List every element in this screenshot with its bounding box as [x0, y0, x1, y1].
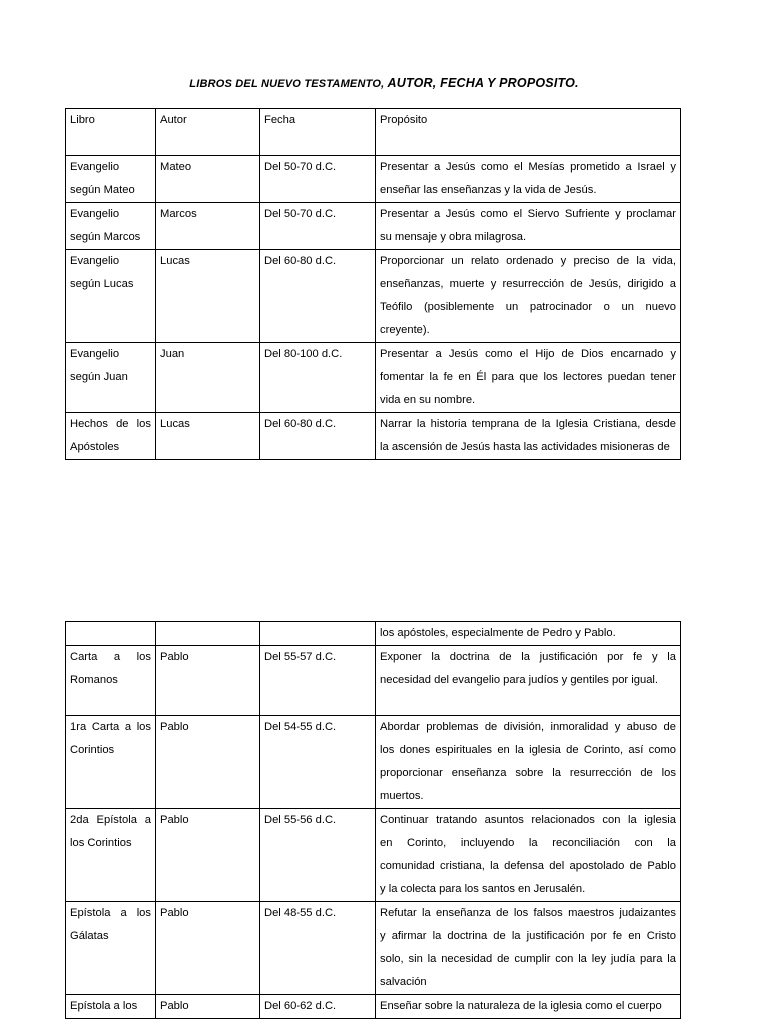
libro-line: los Corintios	[70, 837, 132, 849]
header-autor: Autor	[156, 109, 260, 156]
cell-fecha: Del 54-55 d.C.	[260, 716, 376, 809]
cell-proposito	[376, 622, 681, 646]
table-row	[66, 250, 681, 343]
proposito-line: enseñanzas, muerte y resurrección de Jesús, dirigido a	[380, 278, 676, 290]
proposito-line: fomentar la fe en Él para que los lectores puedan tener	[380, 371, 676, 383]
cell-fecha: Del 60-80 d.C.	[260, 250, 376, 343]
cell-proposito	[376, 809, 681, 902]
proposito-line: Teófilo (posiblemente un patrocinador o un nuevo	[380, 301, 676, 313]
proposito-line: vida en su nombre.	[380, 394, 476, 406]
cell-fecha: Del 60-80 d.C.	[260, 413, 376, 460]
cell-proposito	[376, 250, 681, 343]
proposito-line: muertos.	[380, 790, 424, 802]
table-row	[66, 995, 681, 1019]
cell-libro	[66, 716, 156, 809]
cell-autor: Pablo	[156, 716, 260, 809]
table-header-row	[66, 109, 681, 156]
cell-autor: Marcos	[156, 203, 260, 250]
libro-line: según Marcos	[70, 231, 141, 243]
proposito-line: Presentar a Jesús como el Hijo de Dios encarnado y	[380, 348, 676, 360]
libro-line: según Lucas	[70, 278, 134, 290]
cell-autor: Pablo	[156, 902, 260, 995]
cell-libro	[66, 343, 156, 413]
proposito-line: y afirmar la doctrina de la justificación por fe en Cristo	[380, 930, 676, 942]
header-proposito: Propósito	[376, 109, 681, 156]
cell-autor	[156, 622, 260, 646]
table-row	[66, 809, 681, 902]
cell-proposito	[376, 203, 681, 250]
proposito-line: los apóstoles, especialmente de Pedro y Pablo.	[380, 627, 616, 639]
proposito-line: Enseñar sobre la naturaleza de la iglesia como el cuerpo	[380, 1000, 662, 1012]
proposito-line: en Corinto, incluyendo la reconciliación con la	[380, 837, 676, 849]
cell-proposito	[376, 716, 681, 809]
cell-libro	[66, 902, 156, 995]
table-row	[66, 343, 681, 413]
libro-line: Gálatas	[70, 930, 109, 942]
cell-libro	[66, 646, 156, 716]
proposito-line: Presentar a Jesús como el Mesías prometido a Israel y	[380, 161, 676, 173]
libro-line: 1ra Carta a los	[70, 721, 151, 733]
libro-line: Evangelio	[70, 161, 120, 173]
books-table-page-1	[65, 108, 681, 460]
cell-libro	[66, 809, 156, 902]
cell-libro	[66, 203, 156, 250]
proposito-line: enseñar las enseñanzas y la vida de Jesús.	[380, 184, 597, 196]
proposito-line: Narrar la historia temprana de la Iglesia Cristiana, desde	[380, 418, 676, 430]
cell-fecha: Del 60-62 d.C.	[260, 995, 376, 1019]
cell-fecha	[260, 622, 376, 646]
proposito-line: necesidad del evangelio para judíos y gentiles por igual.	[380, 674, 659, 686]
proposito-line: su mensaje y obra milagrosa.	[380, 231, 527, 243]
libro-line: Apóstoles	[70, 441, 120, 453]
proposito-line: proporcionar enseñanza sobre la resurrección de los	[380, 767, 676, 779]
cell-libro	[66, 622, 156, 646]
proposito-line: Proporcionar un relato ordenado y preciso de la vida,	[380, 255, 676, 267]
table-row	[66, 156, 681, 203]
proposito-line: salvación	[380, 976, 427, 988]
proposito-line: Continuar tratando asuntos relacionados con la iglesia	[380, 814, 676, 826]
proposito-line: solo, sin la necesidad de cumplir con la ley judía para la	[380, 953, 676, 965]
books-table-page-2	[65, 621, 681, 1019]
title-part-1: LIBROS DEL NUEVO TESTAMENTO,	[189, 78, 385, 90]
table-row	[66, 622, 681, 646]
libro-line: Evangelio	[70, 255, 120, 267]
cell-proposito	[376, 902, 681, 995]
cell-proposito	[376, 156, 681, 203]
cell-fecha: Del 80-100 d.C.	[260, 343, 376, 413]
libro-line: Evangelio	[70, 348, 120, 360]
cell-libro	[66, 413, 156, 460]
cell-autor: Pablo	[156, 995, 260, 1019]
proposito-line: la ascensión de Jesús hasta las actividades misioneras de	[380, 441, 670, 453]
cell-fecha: Del 55-56 d.C.	[260, 809, 376, 902]
proposito-line: y la colecta para los santos en Jerusalén.	[380, 883, 586, 895]
libro-line: Hechos de los	[70, 418, 151, 430]
libro-line: según Juan	[70, 371, 128, 383]
table-row	[66, 203, 681, 250]
cell-fecha: Del 48-55 d.C.	[260, 902, 376, 995]
table-row	[66, 902, 681, 995]
proposito-line: Abordar problemas de división, inmoralidad y abuso de	[380, 721, 676, 733]
cell-libro	[66, 250, 156, 343]
document-title	[0, 76, 768, 90]
cell-autor: Mateo	[156, 156, 260, 203]
title-part-2: AUTOR, FECHA Y PROPOSITO.	[384, 76, 579, 90]
cell-autor: Lucas	[156, 413, 260, 460]
cell-fecha: Del 50-70 d.C.	[260, 156, 376, 203]
table-row	[66, 646, 681, 716]
libro-line: Carta a los	[70, 651, 151, 663]
cell-proposito	[376, 646, 681, 716]
cell-proposito	[376, 413, 681, 460]
header-fecha: Fecha	[260, 109, 376, 156]
cell-autor: Juan	[156, 343, 260, 413]
table-row	[66, 716, 681, 809]
libro-line: 2da Epístola a	[70, 814, 151, 826]
header-libro: Libro	[66, 109, 156, 156]
libro-line: Epístola a los	[70, 907, 151, 919]
libro-line: Romanos	[70, 674, 118, 686]
proposito-line: Refutar la enseñanza de los falsos maestros judaizantes	[380, 907, 676, 919]
cell-fecha: Del 50-70 d.C.	[260, 203, 376, 250]
libro-line: Corintios	[70, 744, 115, 756]
libro-line: Evangelio	[70, 208, 120, 220]
cell-proposito	[376, 995, 681, 1019]
cell-autor: Pablo	[156, 646, 260, 716]
cell-libro	[66, 156, 156, 203]
proposito-line: Exponer la doctrina de la justificación por fe y la	[380, 651, 676, 663]
libro-line: según Mateo	[70, 184, 135, 196]
proposito-line: los dones espirituales en la iglesia de Corinto, así como	[380, 744, 676, 756]
libro-line: Epístola a los	[70, 1000, 138, 1012]
proposito-line: creyente).	[380, 324, 430, 336]
cell-proposito	[376, 343, 681, 413]
cell-autor: Lucas	[156, 250, 260, 343]
proposito-line: comunidad cristiana, la defensa del apostolado de Pablo	[380, 860, 676, 872]
proposito-line: Presentar a Jesús como el Siervo Sufriente y proclamar	[380, 208, 676, 220]
cell-fecha: Del 55-57 d.C.	[260, 646, 376, 716]
table-row	[66, 413, 681, 460]
cell-autor: Pablo	[156, 809, 260, 902]
cell-libro	[66, 995, 156, 1019]
